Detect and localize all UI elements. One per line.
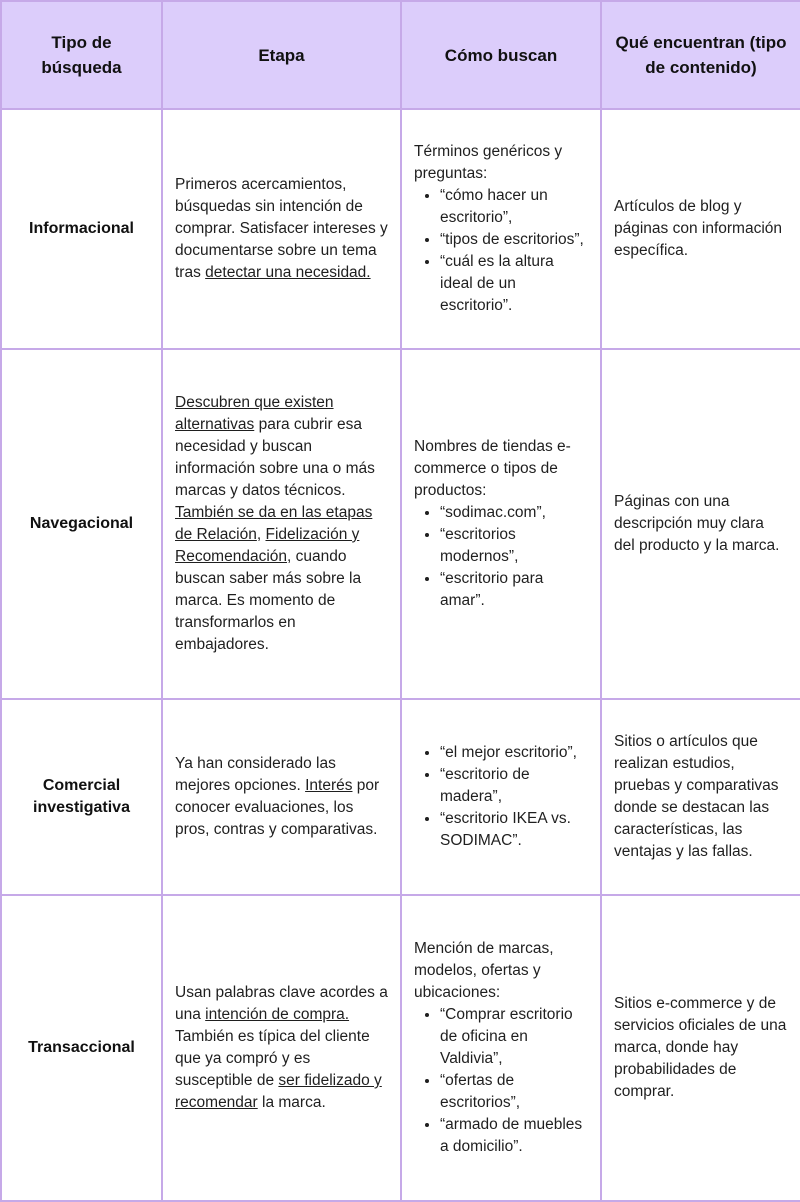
stage-cell — [162, 895, 401, 1201]
table-row — [1, 699, 800, 895]
how-intro: Mención de marcas, modelos, ofertas y ubicaciones: — [414, 940, 554, 1001]
how-they-search-cell — [401, 349, 601, 699]
query-list — [414, 742, 588, 852]
header-cell: Etapa — [162, 1, 401, 109]
stage-text: Ya han considerado las mejores opciones. — [175, 755, 336, 794]
how-they-search-cell — [401, 699, 601, 895]
stage-cell — [162, 109, 401, 349]
content-type-cell: Sitios e-commerce y de servicios oficiales de una marca, donde hay probabilidades de comprar. — [601, 895, 800, 1201]
query-item: • “escritorio para amar”. — [440, 568, 588, 612]
stage-text: la marca. — [257, 1094, 326, 1111]
stage-link-text: Descubren que existen alternativas — [175, 394, 334, 433]
how-they-search-cell — [401, 109, 601, 349]
query-item: • “escritorio IKEA vs. SODIMAC”. — [440, 808, 588, 852]
stage-text: , — [256, 526, 266, 543]
content-type-cell: Páginas con una descripción muy clara del producto y la marca. — [601, 349, 800, 699]
how-intro: Términos genéricos y preguntas: — [414, 143, 563, 182]
header-cell: Cómo buscan — [401, 1, 601, 109]
stage-text: También es típica del cliente que ya compró y es susceptible de — [175, 1028, 370, 1089]
how-they-search-cell — [401, 895, 601, 1201]
query-item: • “cuál es la altura ideal de un escritorio”. — [440, 251, 588, 317]
stage-text: Usan palabras clave acordes a una — [175, 984, 388, 1023]
how-intro: Nombres de tiendas e-commerce o tipos de productos: — [414, 438, 571, 499]
query-list — [414, 1004, 588, 1158]
stage-text: para cubrir esa necesidad y buscan información sobre una o más marcas y datos técnicos. — [175, 416, 375, 499]
stage-text: , cuando buscan saber más sobre la marca. Es momento de transformarlos en embajadores. — [175, 548, 362, 653]
stage-cell — [162, 699, 401, 895]
stage-link-text: Interés — [305, 777, 353, 794]
stage-link-text: detectar una necesidad. — [205, 264, 371, 281]
stage-text: por conocer evaluaciones, los pros, contras y comparativas. — [175, 777, 380, 838]
query-item: • “Comprar escritorio de oficina en Valdivia”, — [440, 1004, 588, 1070]
query-item: • “sodimac.com”, — [440, 502, 588, 524]
header-row — [1, 1, 800, 109]
query-item: • “escritorio de madera”, — [440, 764, 588, 808]
stage-text: Primeros acercamientos, búsquedas sin intención de comprar. Satisfacer intereses y documentarse sobre un tema tras — [175, 176, 388, 281]
header-cell: Tipo de búsqueda — [1, 1, 162, 109]
query-item: • “armado de muebles a domicilio”. — [440, 1114, 588, 1158]
query-list — [414, 502, 588, 612]
query-item: • “el mejor escritorio”, — [440, 742, 588, 764]
stage-link-text: Fidelización y Recomendación — [175, 526, 360, 565]
stage-link-text: También se da en las etapas de Relación — [175, 504, 373, 543]
table-row — [1, 109, 800, 349]
search-type-cell: Comercial investigativa — [1, 699, 162, 895]
query-item: • “escritorios modernos”, — [440, 524, 588, 568]
stage-cell — [162, 349, 401, 699]
search-type-cell: Navegacional — [1, 349, 162, 699]
table-row — [1, 895, 800, 1201]
content-type-cell: Artículos de blog y páginas con información específica. — [601, 109, 800, 349]
stage-link-text: ser fidelizado y recomendar — [175, 1072, 382, 1111]
query-item: • “ofertas de escritorios”, — [440, 1070, 588, 1114]
stage-link-text: intención de compra. — [205, 1006, 350, 1023]
query-item: • “cómo hacer un escritorio”, — [440, 185, 588, 229]
table-row — [1, 349, 800, 699]
query-list — [414, 185, 588, 317]
search-type-cell: Transaccional — [1, 895, 162, 1201]
search-type-cell: Informacional — [1, 109, 162, 349]
query-item: • “tipos de escritorios”, — [440, 229, 588, 251]
content-type-cell: Sitios o artículos que realizan estudios, pruebas y comparativas donde se destacan las características, las ventajas y las fallas. — [601, 699, 800, 895]
header-cell: Qué encuentran (tipo de contenido) — [601, 1, 800, 109]
